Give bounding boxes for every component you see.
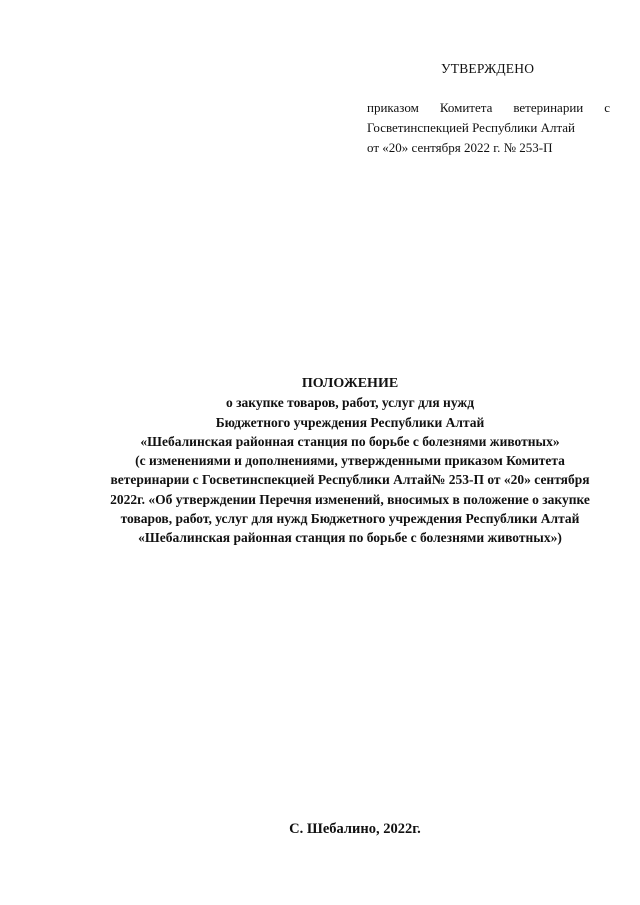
approved-heading: УТВЕРЖДЕНО	[441, 61, 535, 76]
document-title-block	[85, 374, 615, 548]
title-line-subject: о закупке товаров, работ, услуг для нужд	[225, 395, 475, 411]
title-line-amendments-4: товаров, работ, услуг для нужд Бюджетного учреждения Республики Алтай	[120, 511, 580, 527]
approval-line-date-number: от «20» сентября 2022 г. № 253-П	[367, 140, 553, 155]
title-line-station-name: «Шебалинская районная станция по борьбе с болезнями животных»	[140, 433, 560, 449]
title-line-amendments-2: ветеринарии с Госветинспекцией Республики Алтай№ 253-П от «20» сентября	[110, 472, 590, 488]
approval-block	[367, 98, 610, 158]
place-and-year: С. Шебалино, 2022г.	[289, 821, 421, 837]
title-line-institution: Бюджетного учреждения Республики Алтай	[215, 414, 485, 430]
title-line-amendments-1: (с изменениями и дополнениями, утвержденными приказом Комитета	[135, 453, 565, 469]
approval-line-committee: Госветинспекцией Республики Алтай	[367, 120, 576, 135]
approval-line-order: приказом Комитета ветеринарии с	[367, 100, 610, 115]
title-line-amendments-3: 2022г. «Об утверждении Перечня изменений, вносимых в положение о закупке	[110, 491, 590, 507]
document-title: ПОЛОЖЕНИЕ	[301, 376, 399, 391]
title-line-amendments-5: «Шебалинская районная станция по борьбе с болезнями животных»)	[138, 530, 562, 546]
